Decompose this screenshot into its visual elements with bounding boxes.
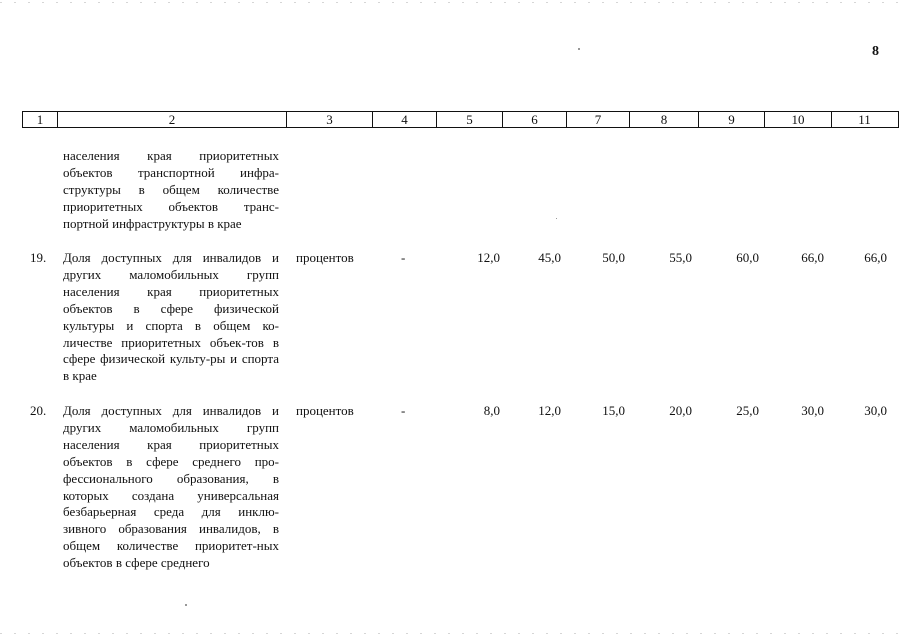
column-header-9: 9 <box>699 112 765 127</box>
column-header-11: 11 <box>858 112 871 127</box>
page-number: 8 <box>872 44 879 59</box>
row-description-text: Доля доступных для инвалидов и других маломобильных групп населения края приоритетных объектов в сфере среднего про-фессионального образования, в которых создана универсальная безбарьерная среда для инклю-зивного образования инвалидов, в общем количестве приоритет-ных объектов в сфере среднего <box>63 403 279 571</box>
row-value-col8: 55,0 <box>669 250 692 265</box>
row-value-col5: 12,0 <box>477 250 500 265</box>
column-header-5: 5 <box>437 112 503 127</box>
row-number: 20. <box>30 403 47 418</box>
column-header-8: 8 <box>630 112 699 127</box>
row-value-col10: 30,0 <box>801 403 824 418</box>
row-value-col9: 25,0 <box>736 403 759 418</box>
continued-row-description-text: населения края приоритетных объектов транспортной инфра-структуры в общем количестве приоритетных объектов транс-портной инфраструктуры в крае <box>63 148 279 231</box>
scan-speck <box>185 604 187 606</box>
table-column-header-row <box>22 111 899 128</box>
column-header-1: 1 <box>23 112 58 127</box>
row-value-col7: 15,0 <box>602 403 625 418</box>
row-unit: процентов <box>296 403 354 418</box>
row-value-col5: 8,0 <box>483 403 500 418</box>
column-header-2: 2 <box>58 112 287 127</box>
row-value-col8: 20,0 <box>669 403 692 418</box>
column-header-3: 3 <box>287 112 373 127</box>
scan-speck <box>578 48 580 50</box>
row-value-col9: 60,0 <box>736 250 759 265</box>
row-base-value: - <box>401 250 406 265</box>
row-number: 19. <box>30 250 47 265</box>
scan-speck <box>556 218 557 219</box>
row-value-col11: 66,0 <box>864 250 887 265</box>
column-header-4: 4 <box>373 112 437 127</box>
column-header-6: 6 <box>503 112 567 127</box>
continued-row-description <box>63 148 279 233</box>
row-unit: процентов <box>296 250 354 265</box>
row-value-col7: 50,0 <box>602 250 625 265</box>
row-value-col6: 12,0 <box>538 403 561 418</box>
column-header-10: 10 <box>765 112 832 127</box>
row-description <box>63 250 279 385</box>
column-header-7: 7 <box>567 112 630 127</box>
row-base-value: - <box>401 403 406 418</box>
row-description-text: Доля доступных для инвалидов и других маломобильных групп населения края приоритетных объектов в сфере физической культуры и спорта в общем ко-личестве приоритетных объек-тов в сфере физической культу-ры и спорта в крае <box>63 250 279 384</box>
row-value-col10: 66,0 <box>801 250 824 265</box>
row-value-col6: 45,0 <box>538 250 561 265</box>
row-description <box>63 403 279 572</box>
row-value-col11: 30,0 <box>864 403 887 418</box>
